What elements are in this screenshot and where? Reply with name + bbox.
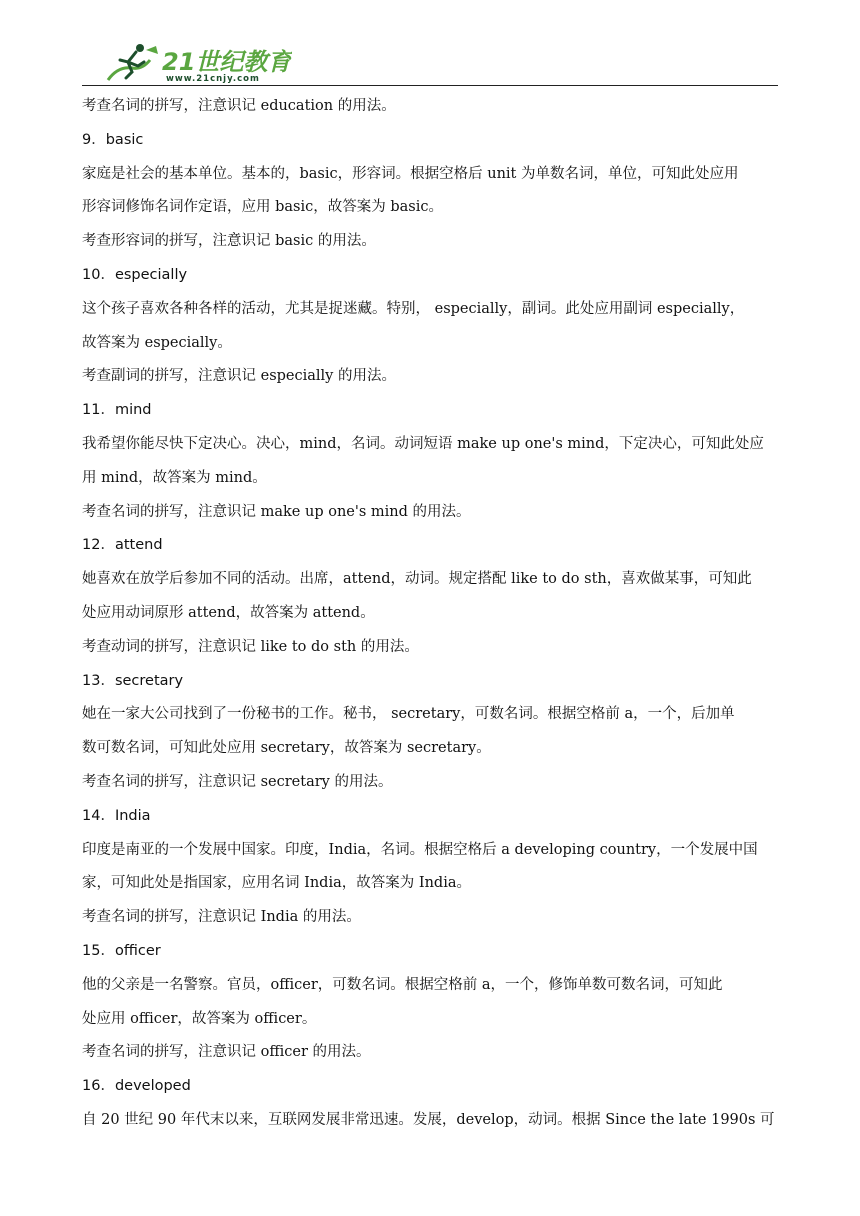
text-line: 数可数名词，可知此处应用 secretary，故答案为 secretary。: [82, 740, 491, 757]
text-line: 她喜欢在放学后参加不同的活动。出席，attend，动词。规定搭配 like to do sth，喜欢做某事，可知此: [82, 571, 752, 588]
text-line: 印度是南亚的一个发展中国家。印度，India，名词。根据空格后 a developing country，一个发展中国: [82, 841, 758, 858]
logo: [102, 40, 292, 84]
question-number: 10．especially: [82, 266, 188, 283]
page-header: [82, 40, 778, 86]
document-body: [82, 90, 778, 1138]
text-line: 处应用动词原形 attend，故答案为 attend。: [82, 604, 375, 621]
logo-text: 21世纪教育: [162, 48, 292, 76]
question-number: 14．India: [82, 807, 151, 824]
text-line: 她在一家大公司找到了一份秘书的工作。秘书， secretary，可数名词。根据空格前 a，一个，后加单: [82, 706, 735, 723]
text-line: 处应用 officer，故答案为 officer。: [82, 1010, 317, 1027]
text-line: 他的父亲是一名警察。官员，officer，可数名词。根据空格前 a，一个，修饰单数可数名词，可知此: [82, 976, 723, 993]
logo-url: www.21cnjy.com: [166, 74, 260, 84]
text-line: 自 20 世纪 90 年代末以来，互联网发展非常迅速。发展，develop，动词。根据 Since the late 1990s 可: [82, 1111, 775, 1128]
text-line: 考查名词的拼写，注意识记 secretary 的用法。: [82, 773, 393, 790]
text-line: 家，可知此处是指国家，应用名词 India，故答案为 India。: [82, 875, 471, 892]
text-line: 考查名词的拼写，注意识记 make up one's mind 的用法。: [82, 503, 471, 520]
text-line: 这个孩子喜欢各种各样的活动，尤其是捉迷藏。特别， especially，副词。此处应用副词 especially，: [82, 300, 745, 317]
text-line: 考查名词的拼写，注意识记 education 的用法。: [82, 98, 396, 114]
text-line: 用 mind，故答案为 mind。: [82, 469, 267, 486]
text-line: 形容词修饰名词作定语，应用 basic，故答案为 basic。: [82, 199, 443, 216]
question-number: 11．mind: [82, 402, 152, 419]
text-line: 考查名词的拼写，注意识记 India 的用法。: [82, 909, 361, 926]
question-number: 13．secretary: [82, 672, 184, 689]
question-number: 9．basic: [82, 131, 144, 148]
runner-icon: [108, 44, 158, 80]
header-divider: [82, 85, 778, 86]
question-number: 12．attend: [82, 537, 163, 554]
text-line: 考查名词的拼写，注意识记 officer 的用法。: [82, 1044, 371, 1061]
text-line: 考查副词的拼写，注意识记 especially 的用法。: [82, 368, 396, 385]
question-number: 16．developed: [82, 1078, 191, 1095]
text-line: 我希望你能尽快下定决心。决心，mind，名词。动词短语 make up one's mind，下定决心，可知此处应: [82, 435, 764, 452]
text-line: 故答案为 especially。: [82, 334, 232, 351]
text-line: 考查动词的拼写，注意识记 like to do sth 的用法。: [82, 638, 419, 655]
text-line: 家庭是社会的基本单位。基本的，basic，形容词。根据空格后 unit 为单数名词，单位，可知此处应用: [82, 165, 739, 182]
text-line: 考查形容词的拼写，注意识记 basic 的用法。: [82, 233, 376, 250]
question-number: 15．officer: [82, 942, 161, 959]
